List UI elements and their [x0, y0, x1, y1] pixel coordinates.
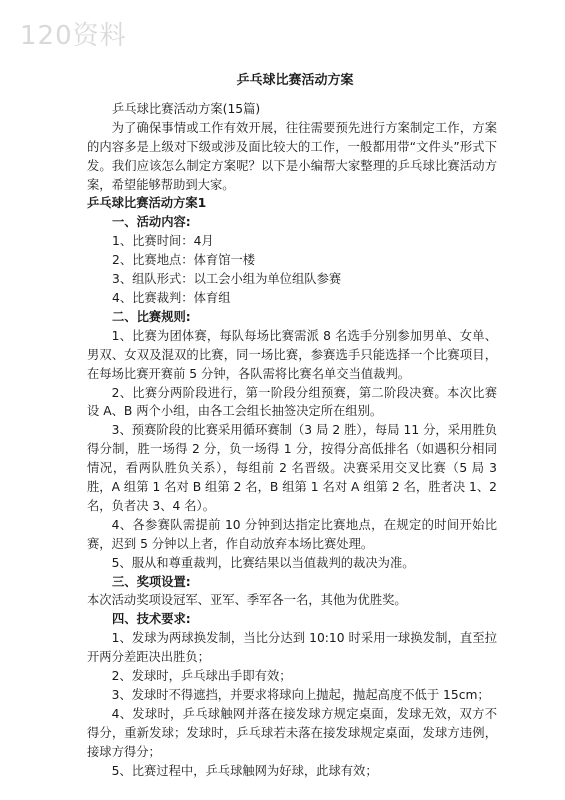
intro-paragraph: 为了确保事情或工作有效开展，往往需要预先进行方案制定工作，方案的内容多是上级对下级或涉及面比较大的工作，一般都用带“文件头”形式下发。我们应该怎么制定方案呢？以下是小编帮大家整理的乒乓球比赛活动方案，希望能够帮助到大家。: [87, 120, 497, 192]
section-heading-rules: 二、比赛规则:: [112, 309, 191, 324]
document-title: 乒乓球比赛活动方案: [236, 73, 354, 88]
document-subtitle: 乒乓球比赛活动方案(15篇): [112, 101, 261, 116]
technical-paragraph: 3、发球时不得遮挡，并要求将球向上抛起，抛起高度不低于 15cm；: [111, 688, 490, 702]
rules-paragraph: 3、预赛阶段的比赛采用循环赛制（3 局 2 胜），每局 11 分，采用胜负得分制，胜一场得 2 分，负一场得 1 分，按得分高低排名（如遇积分相同情况，看两队胜负关系），每组前 2 名晋级。决赛采用交叉比赛（5 局 3 胜，A 组第 1 名对 B 组第 2 名，B 组第 1 名对 A 组第 2 名，胜者决 1、2 名，负者决 3、4 名）。: [87, 423, 497, 513]
content-item: 3、组队形式：以工会小组为单位组队参赛: [112, 272, 342, 287]
content-item: 2、比赛地点：体育馆一楼: [112, 253, 256, 268]
watermark: 120资料: [20, 21, 127, 51]
technical-paragraph: 2、发球时，乒乓球出手即有效；: [111, 669, 292, 684]
technical-paragraph: 5、比赛过程中，乒乓球触网为好球，此球有效；: [111, 763, 378, 778]
section-heading-technical: 四、技术要求:: [112, 612, 191, 627]
section-heading-content: 一、活动内容:: [112, 215, 191, 230]
article-title: 乒乓球比赛活动方案1: [87, 196, 207, 211]
technical-paragraph: 4、发球时，乒乓球触网并落在接发球方规定桌面，发球无效，双方不得分，重新发球；发球时，乒乓球若未落在接发球规定桌面，发球方违例，接球方得分；: [87, 706, 497, 759]
document-body: [87, 72, 497, 781]
content-item: 4、比赛裁判：体育组: [112, 290, 231, 305]
awards-paragraph: 本次活动奖项设冠军、亚军、季军各一名，其他为优胜奖。: [87, 593, 407, 608]
content-item: 1、比赛时间：4月: [112, 234, 214, 249]
rules-paragraph: 2、比赛分两阶段进行，第一阶段分组预赛，第二阶段决赛。本次比赛设 A、B 两个小组，由各工会组长抽签决定所在组别。: [87, 385, 497, 419]
rules-paragraph: 5、服从和尊重裁判，比赛结果以当值裁判的裁决为准。: [111, 555, 415, 570]
technical-paragraph: 1、发球为两球换发制，当比分达到 10:10 时采用一球换发制，直至拉开两分差距决出胜负；: [87, 631, 497, 665]
section-heading-awards: 三、奖项设置:: [112, 574, 191, 589]
rules-paragraph: 4、各参赛队需提前 10 分钟到达指定比赛地点，在规定的时间开始比赛，迟到 5 分钟以上者，作自动放弃本场比赛处理。: [87, 517, 497, 551]
rules-paragraph: 1、比赛为团体赛，每队每场比赛需派 8 名选手分别参加男单、女单、男双、女双及混双的比赛，同一场比赛，参赛选手只能选择一个比赛项目，在每场比赛开赛前 5 分钟，各队需将比赛名单交当值裁判。: [87, 328, 497, 381]
